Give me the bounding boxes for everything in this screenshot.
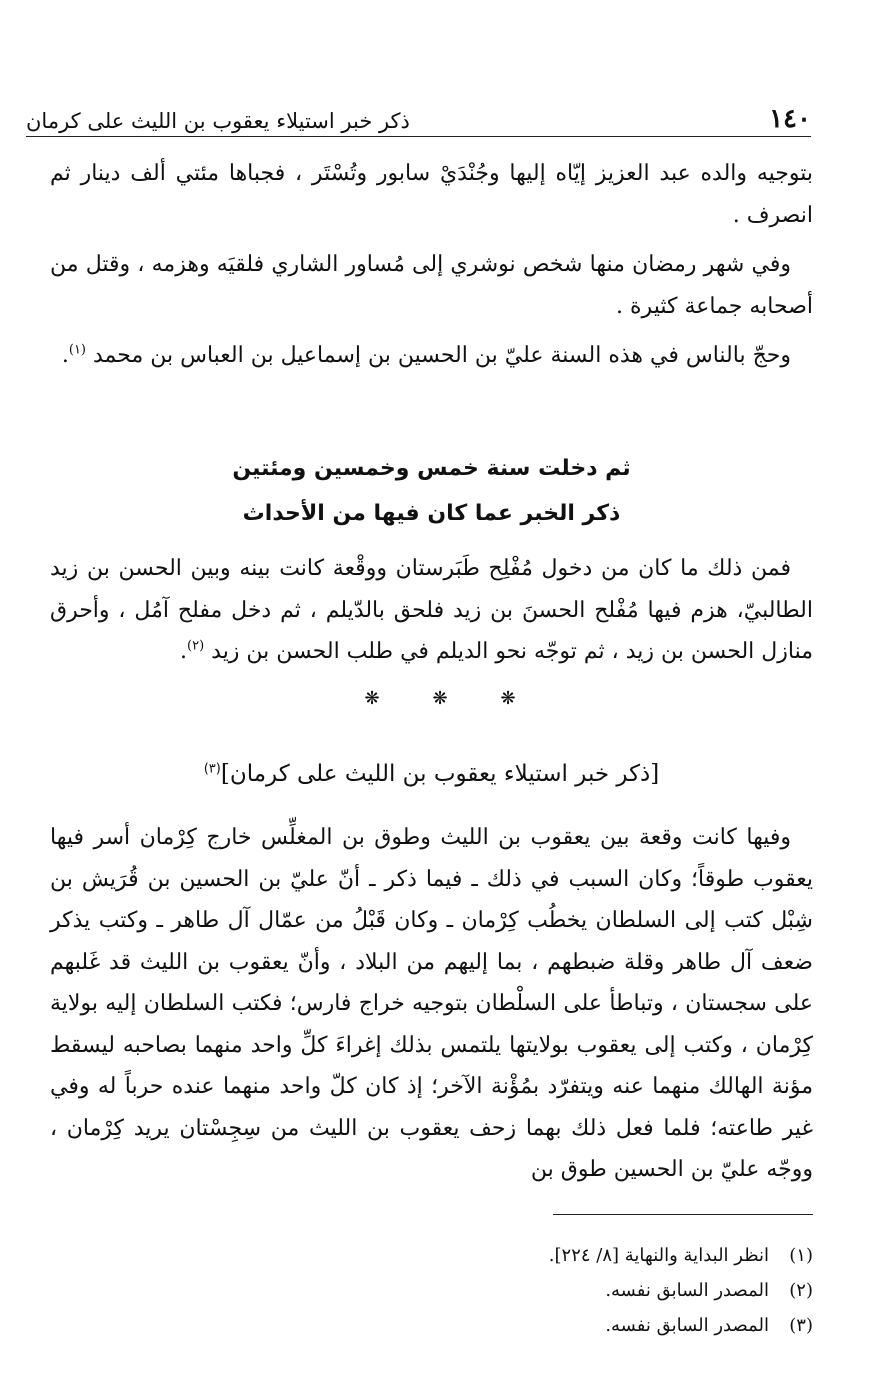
footnote-ref: (٣): [203, 761, 221, 777]
footnote-ref: (٢): [187, 638, 205, 654]
footnote-number: (٢): [789, 1280, 813, 1301]
paragraph: وفيها كانت وقعة بين يعقوب بن الليث وطوق بن المغلِّس خارج كِرْمان أسر فيها يعقوب طوقاً؛ وكان السبب في ذلك ـ فيما ذكر ـ أنّ عليّ بن الحسين بن قُرَيش بن شِبْل كتب إلى السلطان يخطُب كِرْمان ـ وكان قَبْلُ من عمّال آل طاهر ـ وكتب يذكر ضعف آل طاهر وقلة ضبطهم ، بما إليهم من البلاد ، وأنّ يعقوب بن الليث قد غَلبهم على سجستان ، وتباطأ على السلْطان بتوجيه خراج فارس؛ فكتب السلطان إليه بولاية كِرْمان ، وكتب إلى يعقوب بولايتها يلتمس بذلك إغراءَ كلِّ واحد منهما بصاحبه ليسقط مؤنة الهالك منهما عنه ويتفرّد بمُؤْنة الآخر؛ إذ كان كلّ واحد منهما عنده حرباً له وفي غير طاعته؛ فلما فعل ذلك بهما زحف يعقوب بن الليث من سِجِسْتان يريد كِرْمان ، ووجّه عليّ بن الحسين طوق بن: [50, 825, 813, 1182]
top-text-block: [50, 153, 813, 385]
paragraph-text: وحجّ بالناس في هذه السنة عليّ بن الحسين بن إسماعيل بن العباس بن محمد: [93, 343, 791, 368]
footnote-number: (١): [789, 1245, 813, 1266]
page-header: [26, 98, 811, 137]
star-ornament: ❋: [500, 687, 516, 709]
paragraph: وحجّ بالناس في هذه السنة عليّ بن الحسين بن إسماعيل بن العباس بن محمد $^{(١)}$.: [61, 342, 791, 368]
footnote-divider: [553, 1214, 813, 1215]
footnote-number: (٣): [789, 1315, 813, 1336]
section-separator: [360, 686, 520, 710]
year-text-block: [50, 548, 813, 681]
paragraph-text: فمن ذلك ما كان من دخول مُفْلِح طَبَرستان ووقْعة كانت بينه وبين الحسن بن زيد الطالبيّ، هزم فيها مُفْلح الحسنَ بن زيد فلحق بالدّيلم ، ثم دخل مفلح آمُل ، وأحرق منازل الحسن بن زيد ، ثم توجّه نحو الديلم في طلب الحسن بن زيد: [50, 556, 813, 664]
section-text-block: [50, 817, 813, 1199]
footnote-text: المصدر السابق نفسه.: [605, 1280, 769, 1301]
footnote: [313, 1273, 813, 1308]
paragraph: فمن ذلك ما كان من دخول مُفْلِح طَبَرستان ووقْعة كانت بينه وبين الحسن بن زيد الطالبيّ، هزم فيها مُفْلح الحسنَ بن زيد فلحق بالدّيلم ، ثم دخل مفلح آمُل ، وأحرق منازل الحسن بن زيد ، ثم توجّه نحو الديلم في طلب الحسن بن زيد $^{(٢)}$.: [50, 556, 813, 664]
year-heading-line: ذكر الخبر عما كان فيها من الأحداث: [242, 501, 621, 526]
paragraph: وفي شهر رمضان منها شخص نوشري إلى مُساور الشاري فلقيَه وهزمه ، وقتل من أصحابه جماعة كثيرة .: [50, 252, 813, 319]
footnote: [313, 1308, 813, 1343]
section-title: [ذكر خبر استيلاء يعقوب بن الليث على كرمان]$^{(٣)}$: [203, 761, 660, 787]
year-heading: [50, 446, 813, 536]
footnote: [313, 1238, 813, 1273]
running-title: ذكر خبر استيلاء يعقوب بن الليث على كرمان: [26, 109, 410, 133]
footnote-text: انظر البداية والنهاية [٨/ ٢٢٤].: [548, 1245, 769, 1266]
footnote-text: المصدر السابق نفسه.: [605, 1315, 769, 1336]
star-ornament: ❋: [432, 687, 448, 709]
year-heading-line: ثم دخلت سنة خمس وخمسين ومئتين: [232, 456, 631, 481]
footnotes: [313, 1238, 813, 1343]
star-ornament: ❋: [364, 687, 380, 709]
footnote-ref: (١): [68, 342, 86, 358]
page-number: ١٤٠: [769, 104, 811, 134]
paragraph: بتوجيه والده عبد العزيز إيّاه إليها وجُنْدَيْ سابور وتُسْتَر ، فجباها مئتي ألف دينار ثم انصرف .: [50, 161, 813, 228]
section-title-text: ذكر خبر استيلاء يعقوب بن الليث على كرمان: [229, 761, 651, 787]
